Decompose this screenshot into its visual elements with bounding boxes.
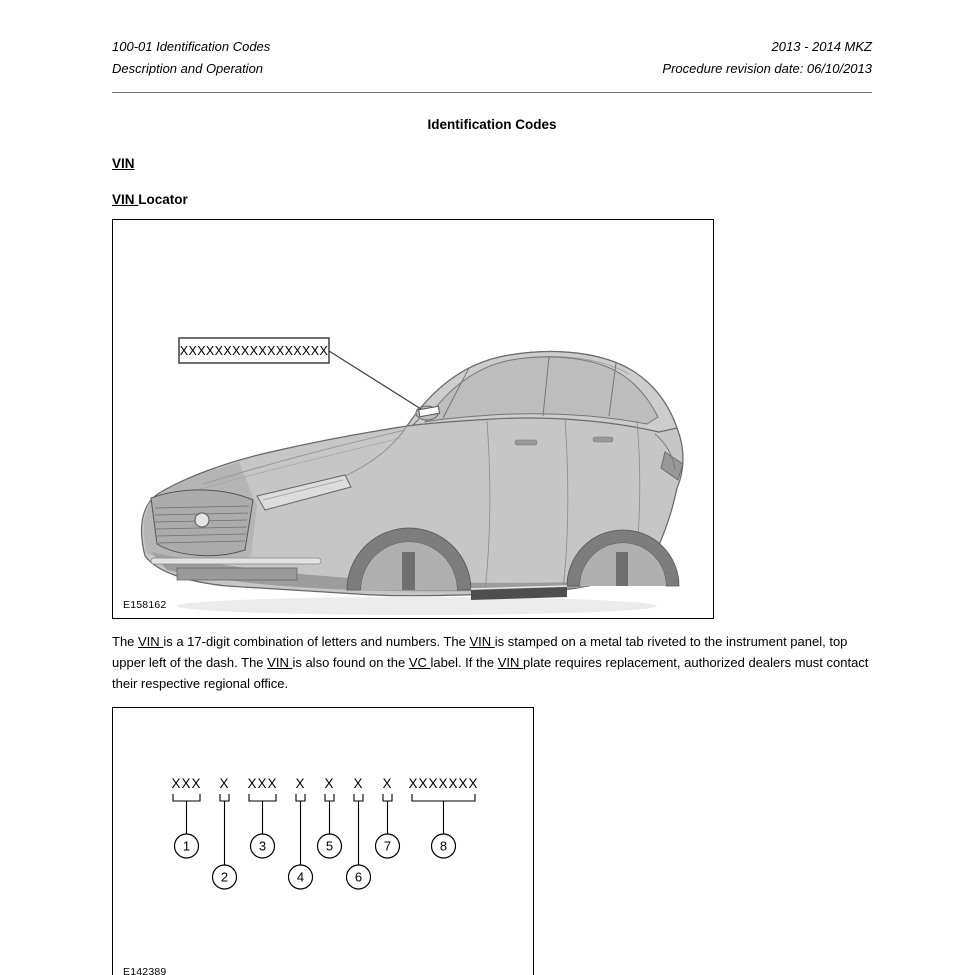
number-6: 6: [354, 869, 363, 885]
bracket-8: [412, 794, 475, 801]
header-revision-date: Procedure revision date: 06/10/2013: [662, 61, 872, 76]
vin-code-diagram: [113, 708, 531, 975]
door-handle-rear: [593, 437, 613, 442]
vin-position-label-1: XXX: [171, 776, 202, 792]
number-7: 7: [383, 838, 392, 854]
header-subsection: Description and Operation: [112, 61, 264, 76]
vin-position-label-5: X: [324, 776, 335, 792]
bracket-3: [249, 794, 276, 801]
vc-link[interactable]: VC: [408, 654, 431, 670]
vin-position-label-8: XXXXXXX: [408, 776, 479, 792]
vin-heading-link[interactable]: VIN: [112, 156, 135, 171]
text-segment: is stamped on a metal tab riveted to the instrument panel, top upper left of the dash. The: [112, 634, 848, 670]
bracket-2: [220, 794, 229, 801]
text-segment: Locator: [138, 192, 188, 207]
text-segment: plate requires replacement, authorized dealers must contact their respective regional office.: [112, 654, 869, 691]
vin-locator-heading: [112, 192, 872, 207]
vin-position-label-7: X: [382, 776, 393, 792]
text-segment: is a 17-digit combination of letters and numbers. The: [163, 634, 470, 649]
vin-link[interactable]: VIN: [267, 654, 293, 670]
car-shadow: [177, 597, 657, 615]
page-title: Identification Codes: [427, 117, 557, 132]
text-segment: The: [112, 634, 139, 649]
bracket-6: [354, 794, 363, 801]
car-drawing: [142, 352, 683, 600]
number-2: 2: [220, 869, 229, 885]
front-strut: [402, 552, 415, 590]
vin-link[interactable]: VIN: [138, 634, 164, 649]
header-section: 100-01 Identification Codes: [112, 39, 271, 54]
number-4: 4: [296, 869, 305, 885]
vin-position-label-4: X: [295, 776, 306, 792]
vin-link[interactable]: VIN: [112, 192, 139, 207]
brand-emblem: [195, 513, 209, 527]
lower-intake: [177, 568, 297, 580]
rear-strut: [616, 552, 628, 586]
vin-code-figure: [112, 707, 534, 975]
number-8: 8: [439, 838, 448, 854]
bracket-5: [325, 794, 334, 801]
vin-description-paragraph: [112, 632, 874, 694]
vin-location-figure: [112, 219, 714, 619]
door-handle-front: [515, 440, 537, 445]
number-1: 1: [182, 838, 191, 854]
figure-code: E142389: [123, 966, 167, 975]
page-header: [112, 36, 872, 80]
vin-link[interactable]: VIN: [497, 654, 523, 670]
vin-location-illustration: [113, 220, 711, 616]
number-3: 3: [258, 838, 267, 854]
figure-code: E158162: [123, 599, 167, 611]
text-segment: label. If the: [430, 654, 498, 670]
vin-position-label-2: X: [219, 776, 230, 792]
vin-position-label-3: XXX: [247, 776, 278, 792]
bracket-4: [296, 794, 305, 801]
header-divider: [112, 92, 872, 93]
vin-position-label-6: X: [353, 776, 364, 792]
callout-leader-line: [329, 351, 421, 409]
bumper-chrome-strip: [151, 558, 321, 564]
number-5: 5: [325, 838, 334, 854]
text-segment: is also found on the: [292, 654, 409, 670]
vin-callout-text: XXXXXXXXXXXXXXXXX: [179, 344, 329, 358]
vin-link[interactable]: VIN: [469, 634, 495, 649]
header-model: 2013 - 2014 MKZ: [771, 39, 872, 54]
bracket-1: [173, 794, 200, 801]
bracket-7: [383, 794, 392, 801]
